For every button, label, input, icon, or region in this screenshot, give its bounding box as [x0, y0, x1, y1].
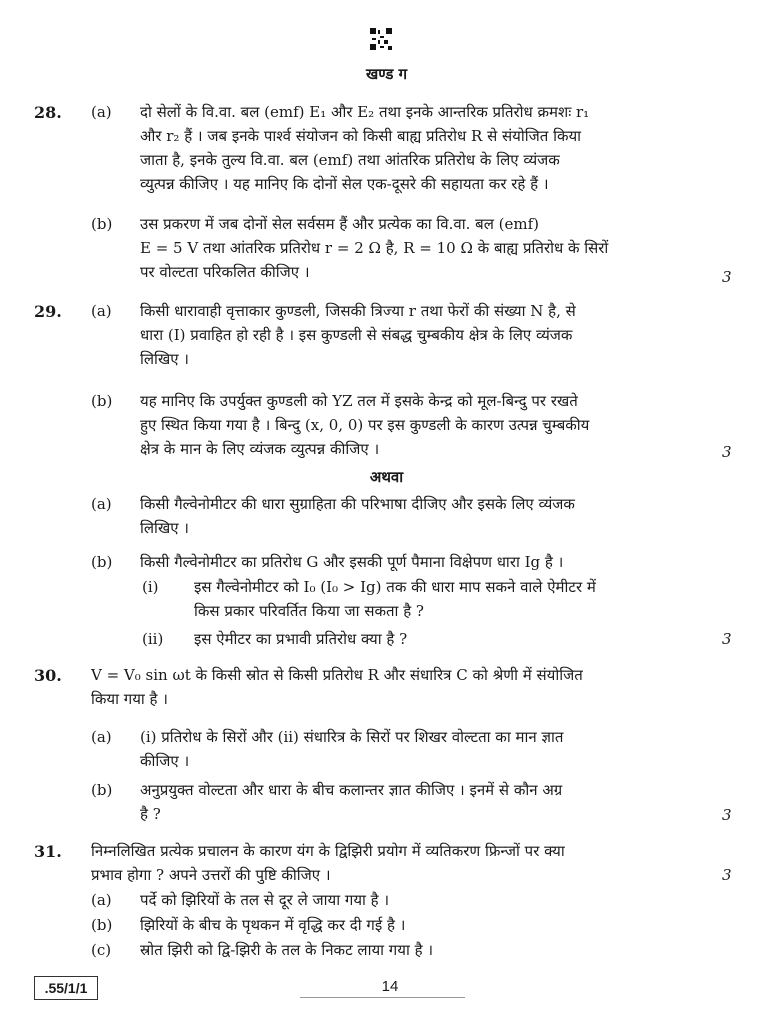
q28-part-a-text: दो सेलों के वि.वा. बल (emf) E₁ और E₂ तथा इनके आन्तरिक प्रतिरोध क्रमशः r₁ और r₂ हैं । जब इनके पार्श्व संयोजन को किसी बाह्य प्रतिरोध R से संयोजित किया जाता है, इनके तुल्य वि.वा. बल (emf) तथा आंतरिक प्रतिरोध के लिए व्यंजक व्युत्पन्न कीजिए । यह मानिए कि दोनों सेल एक-दूसरे की सहायता कर रहे हैं । [140, 103, 590, 193]
paper-code: .55/1/1 [34, 976, 98, 1000]
q30-part-b-text: अनुप्रयुक्त वोल्टता और धारा के बीच कलान्तर ज्ञात कीजिए । इनमें से कौन अग्र है ? [140, 781, 563, 823]
q31-part-b-text: झिरियों के बीच के पृथकन में वृद्धि कर दी गई है । [140, 916, 406, 934]
q31-marks: 3 [722, 866, 732, 884]
q31-intro: निम्नलिखित प्रत्येक प्रचालन के कारण यंग के द्विझिरी प्रयोग में व्यतिकरण फ्रिन्जों पर क्या प्रभाव होगा ? अपने उत्तरों की पुष्टि कीजिए । [91, 842, 565, 884]
q31-part-c-label: (c) [91, 941, 112, 959]
question-number-28: 28. [34, 103, 62, 122]
q29-alt-b-i-text: इस गैल्वेनोमीटर को I₀ (I₀ > Ig) तक की धारा माप सकने वाले ऐमीटर में किस प्रकार परिवर्तित किया जा सकता है ? [194, 578, 596, 620]
q29-part-a-text: किसी धारावाही वृत्ताकार कुण्डली, जिसकी त्रिज्या r तथा फेरों की संख्या N है, से धारा (I) प्रवाहित हो रही है । इस कुण्डली से संबद्ध चुम्बकीय क्षेत्र के लिए व्यंजक लिखिए । [140, 302, 576, 368]
q29-part-a-label: (a) [91, 302, 112, 320]
q30-part-a-text: (i) प्रतिरोध के सिरों और (ii) संधारित्र के सिरों पर शिखर वोल्टता का मान ज्ञात कीजिए । [140, 728, 564, 770]
qr-code-icon [370, 28, 392, 50]
page-number: 14 [381, 978, 399, 995]
q29-alt-b-i-label: (i) [142, 578, 159, 596]
q31-part-b-label: (b) [91, 916, 113, 934]
q28-part-a-label: (a) [91, 103, 112, 121]
q29-marks: 3 [722, 443, 732, 461]
q31-part-c-text: स्रोत झिरी को द्वि-झिरी के तल के निकट लाया गया है । [140, 941, 434, 959]
question-number-30: 30. [34, 666, 62, 685]
q31-part-a-label: (a) [91, 891, 112, 909]
q31-part-a-text: पर्दे को झिरियों के तल से दूर ले जाया गया है । [140, 891, 390, 909]
footer-divider [300, 997, 465, 998]
q30-intro: V = V₀ sin ωt के किसी स्रोत से किसी प्रतिरोध R और संधारित्र C को श्रेणी में संयोजित किया गया है । [91, 666, 583, 708]
q29-alt-a-text: किसी गैल्वेनोमीटर की धारा सुग्राहिता की परिभाषा दीजिए और इसके लिए व्यंजक लिखिए । [140, 495, 575, 537]
q30-part-b-label: (b) [91, 781, 113, 799]
q29-part-b-label: (b) [91, 392, 113, 410]
q28-part-b-label: (b) [91, 215, 113, 233]
q29-alt-b-label: (b) [91, 553, 113, 571]
q29-alt-b-ii-label: (ii) [142, 630, 164, 648]
q28-marks: 3 [722, 268, 732, 286]
q29-alt-b-ii-text: इस ऐमीटर का प्रभावी प्रतिरोध क्या है ? [194, 630, 408, 648]
q29-alt-b-text: किसी गैल्वेनोमीटर का प्रतिरोध G और इसकी पूर्ण पैमाना विक्षेपण धारा Ig है । [140, 553, 564, 571]
question-number-31: 31. [34, 842, 62, 861]
question-number-29: 29. [34, 302, 62, 321]
section-title: खण्ड ग [365, 65, 408, 83]
q30-part-a-label: (a) [91, 728, 112, 746]
q28-part-b-text: उस प्रकरण में जब दोनों सेल सर्वसम हैं और प्रत्येक का वि.वा. बल (emf) E = 5 V तथा आंतरिक प्रतिरोध r = 2 Ω है, R = 10 Ω के बाह्य प्रतिरोध के सिरों पर वोल्टता परिकलित कीजिए । [140, 215, 609, 281]
q30-marks: 3 [722, 806, 732, 824]
q29-alt-marks: 3 [722, 630, 732, 648]
q29-part-b-text: यह मानिए कि उपर्युक्त कुण्डली को YZ तल में इसके केन्द्र को मूल-बिन्दु पर रखते हुए स्थित किया गया है । बिन्दु (x, 0, 0) पर इस कुण्डली के कारण उत्पन्न चुम्बकीय क्षेत्र के मान के लिए व्यंजक व्युत्पन्न कीजिए । [140, 392, 590, 458]
q29-alt-a-label: (a) [91, 495, 112, 513]
or-separator: अथवा [369, 468, 404, 486]
